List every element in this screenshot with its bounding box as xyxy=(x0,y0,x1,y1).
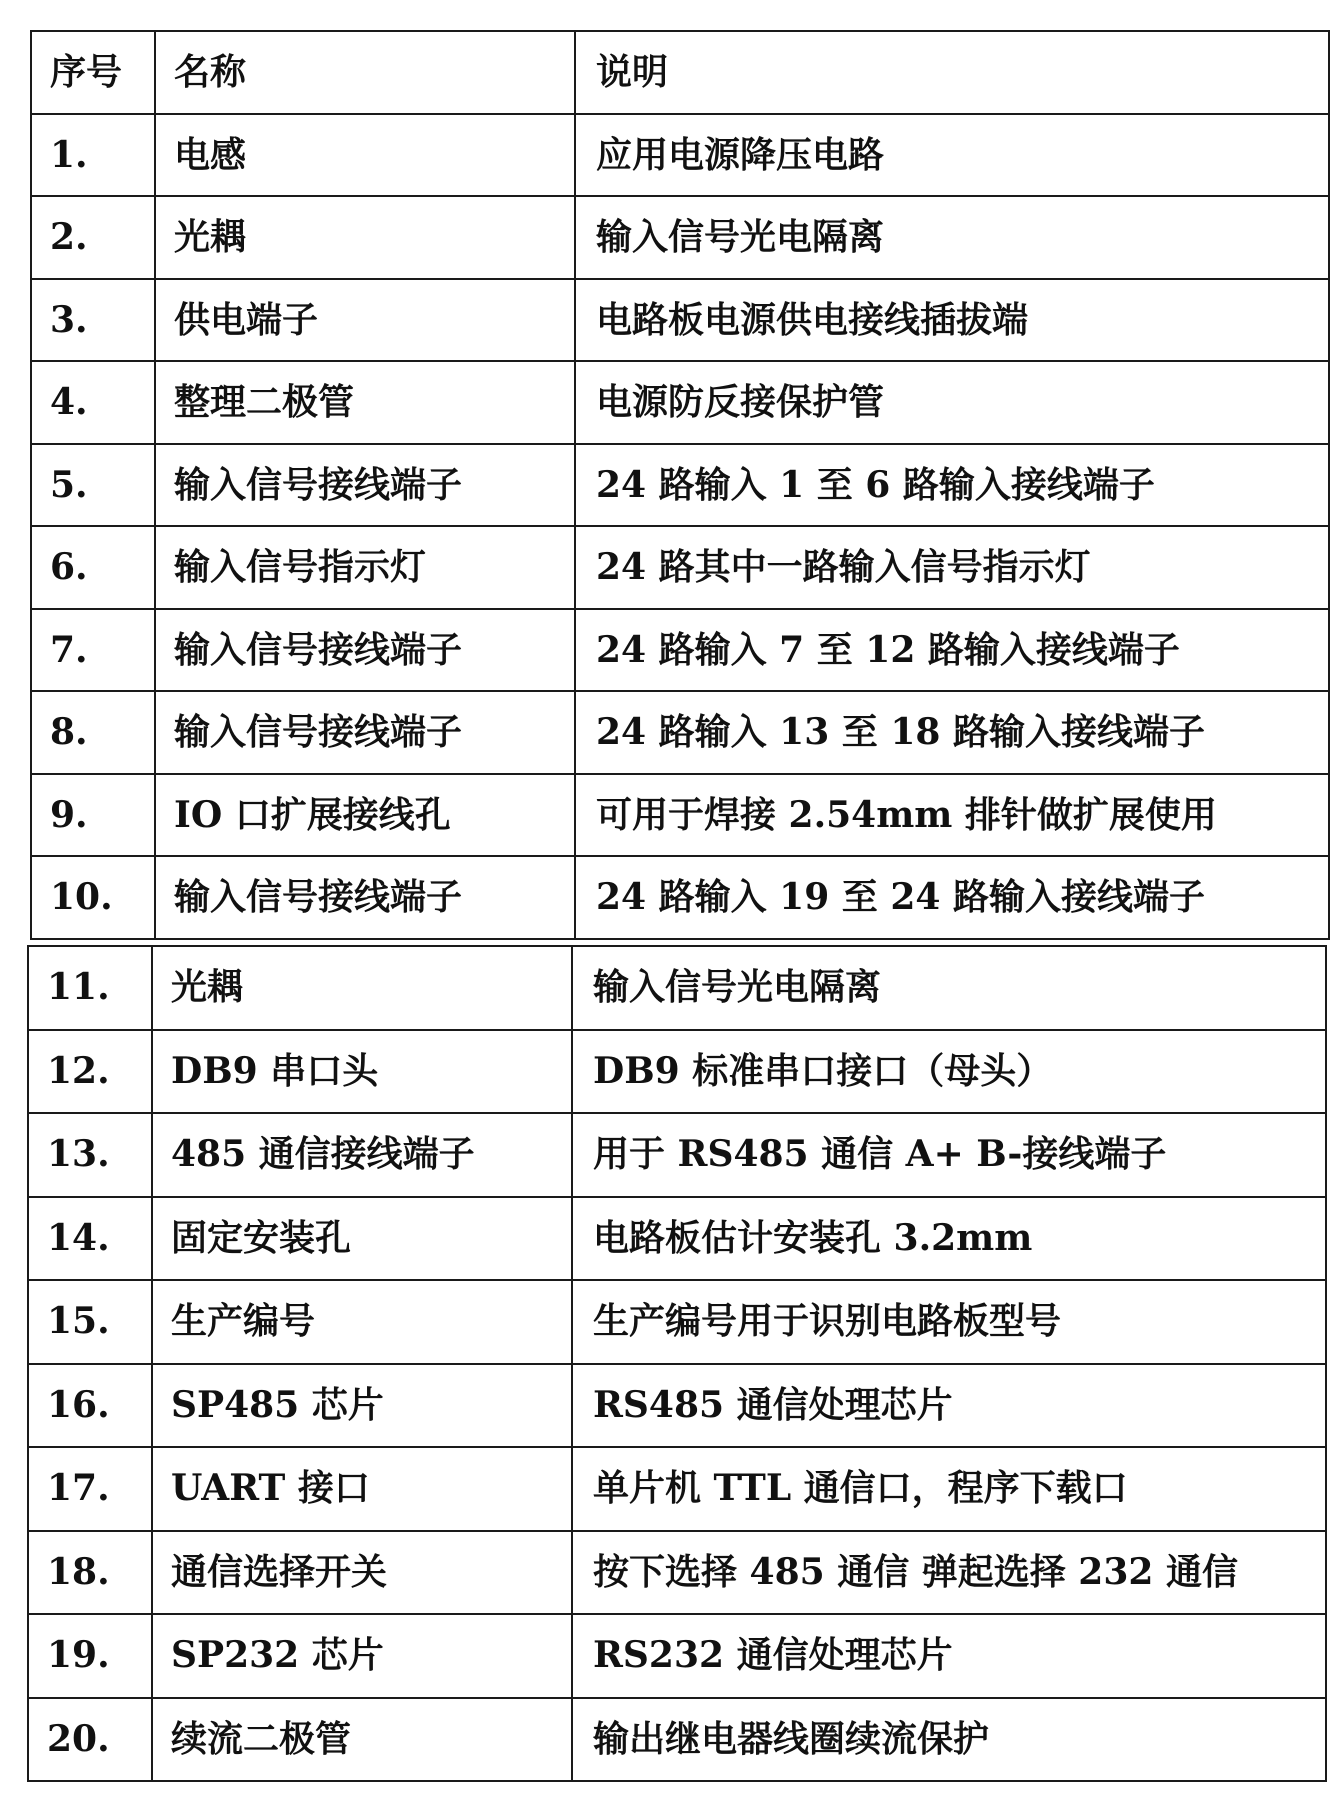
cell-name: SP485 芯片 xyxy=(152,1364,572,1448)
table-row xyxy=(28,1447,1326,1531)
cell-name: IO 口扩展接线孔 xyxy=(155,774,575,857)
cell-description: 生产编号用于识别电路板型号 xyxy=(572,1280,1326,1364)
cell-description: DB9 标准串口接口（母头） xyxy=(572,1030,1326,1114)
cell-description: 24 路输入 13 至 18 路输入接线端子 xyxy=(575,691,1329,774)
cell-name: SP232 芯片 xyxy=(152,1614,572,1698)
cell-name: 光耦 xyxy=(155,196,575,279)
cell-description: 电源防反接保护管 xyxy=(575,361,1329,444)
cell-name: 电感 xyxy=(155,114,575,197)
cell-description: RS232 通信处理芯片 xyxy=(572,1614,1326,1698)
cell-description: 24 路其中一路输入信号指示灯 xyxy=(575,526,1329,609)
header-cell-name: 名称 xyxy=(155,31,575,114)
table-row xyxy=(31,361,1329,444)
cell-index: 6. xyxy=(31,526,155,609)
table-row xyxy=(31,774,1329,857)
cell-name: 通信选择开关 xyxy=(152,1531,572,1615)
cell-index: 18. xyxy=(28,1531,152,1615)
cell-index: 3. xyxy=(31,279,155,362)
table-row xyxy=(31,196,1329,279)
cell-index: 8. xyxy=(31,691,155,774)
table-body-part-2 xyxy=(28,946,1326,1781)
cell-index: 2. xyxy=(31,196,155,279)
cell-name: 485 通信接线端子 xyxy=(152,1113,572,1197)
table-row xyxy=(31,856,1329,939)
cell-index: 14. xyxy=(28,1197,152,1281)
cell-description: 用于 RS485 通信 A+ B-接线端子 xyxy=(572,1113,1326,1197)
table-row xyxy=(28,1280,1326,1364)
cell-description: 输出继电器线圈续流保护 xyxy=(572,1698,1326,1782)
cell-description: 可用于焊接 2.54mm 排针做扩展使用 xyxy=(575,774,1329,857)
cell-name: 输入信号接线端子 xyxy=(155,609,575,692)
cell-name: UART 接口 xyxy=(152,1447,572,1531)
cell-index: 5. xyxy=(31,444,155,527)
cell-name: 输入信号接线端子 xyxy=(155,856,575,939)
table-row xyxy=(31,114,1329,197)
cell-description: 24 路输入 19 至 24 路输入接线端子 xyxy=(575,856,1329,939)
cell-name: 输入信号接线端子 xyxy=(155,444,575,527)
table-row xyxy=(28,1614,1326,1698)
cell-name: 生产编号 xyxy=(152,1280,572,1364)
cell-description: 输入信号光电隔离 xyxy=(572,946,1326,1030)
cell-name: 输入信号指示灯 xyxy=(155,526,575,609)
table-row xyxy=(28,946,1326,1030)
cell-name: 续流二极管 xyxy=(152,1698,572,1782)
cell-index: 11. xyxy=(28,946,152,1030)
cell-name: DB9 串口头 xyxy=(152,1030,572,1114)
cell-description: 电路板估计安装孔 3.2mm xyxy=(572,1197,1326,1281)
component-table-part-1 xyxy=(30,30,1330,940)
cell-index: 17. xyxy=(28,1447,152,1531)
cell-description: 24 路输入 7 至 12 路输入接线端子 xyxy=(575,609,1329,692)
cell-index: 1. xyxy=(31,114,155,197)
cell-description: 电路板电源供电接线插拔端 xyxy=(575,279,1329,362)
cell-index: 20. xyxy=(28,1698,152,1782)
table-row xyxy=(28,1197,1326,1281)
header-cell-description: 说明 xyxy=(575,31,1329,114)
header-cell-index: 序号 xyxy=(31,31,155,114)
cell-description: 输入信号光电隔离 xyxy=(575,196,1329,279)
table-row xyxy=(31,444,1329,527)
table-header-row xyxy=(31,31,1329,114)
cell-index: 15. xyxy=(28,1280,152,1364)
cell-description: RS485 通信处理芯片 xyxy=(572,1364,1326,1448)
table-row xyxy=(31,279,1329,362)
table-row xyxy=(31,609,1329,692)
cell-description: 应用电源降压电路 xyxy=(575,114,1329,197)
cell-description: 按下选择 485 通信 弹起选择 232 通信 xyxy=(572,1531,1326,1615)
cell-name: 整理二极管 xyxy=(155,361,575,444)
table-row xyxy=(28,1531,1326,1615)
table-row xyxy=(28,1030,1326,1114)
table-body-part-1 xyxy=(31,31,1329,939)
cell-name: 光耦 xyxy=(152,946,572,1030)
cell-index: 19. xyxy=(28,1614,152,1698)
cell-description: 24 路输入 1 至 6 路输入接线端子 xyxy=(575,444,1329,527)
component-table-part-2 xyxy=(27,945,1327,1782)
cell-index: 16. xyxy=(28,1364,152,1448)
cell-index: 7. xyxy=(31,609,155,692)
table-row xyxy=(28,1698,1326,1782)
table-row xyxy=(28,1113,1326,1197)
cell-index: 12. xyxy=(28,1030,152,1114)
cell-index: 10. xyxy=(31,856,155,939)
cell-index: 13. xyxy=(28,1113,152,1197)
table-row xyxy=(31,526,1329,609)
table-row xyxy=(31,691,1329,774)
cell-name: 输入信号接线端子 xyxy=(155,691,575,774)
cell-name: 供电端子 xyxy=(155,279,575,362)
cell-index: 9. xyxy=(31,774,155,857)
cell-index: 4. xyxy=(31,361,155,444)
cell-description: 单片机 TTL 通信口，程序下载口 xyxy=(572,1447,1326,1531)
cell-name: 固定安装孔 xyxy=(152,1197,572,1281)
table-row xyxy=(28,1364,1326,1448)
